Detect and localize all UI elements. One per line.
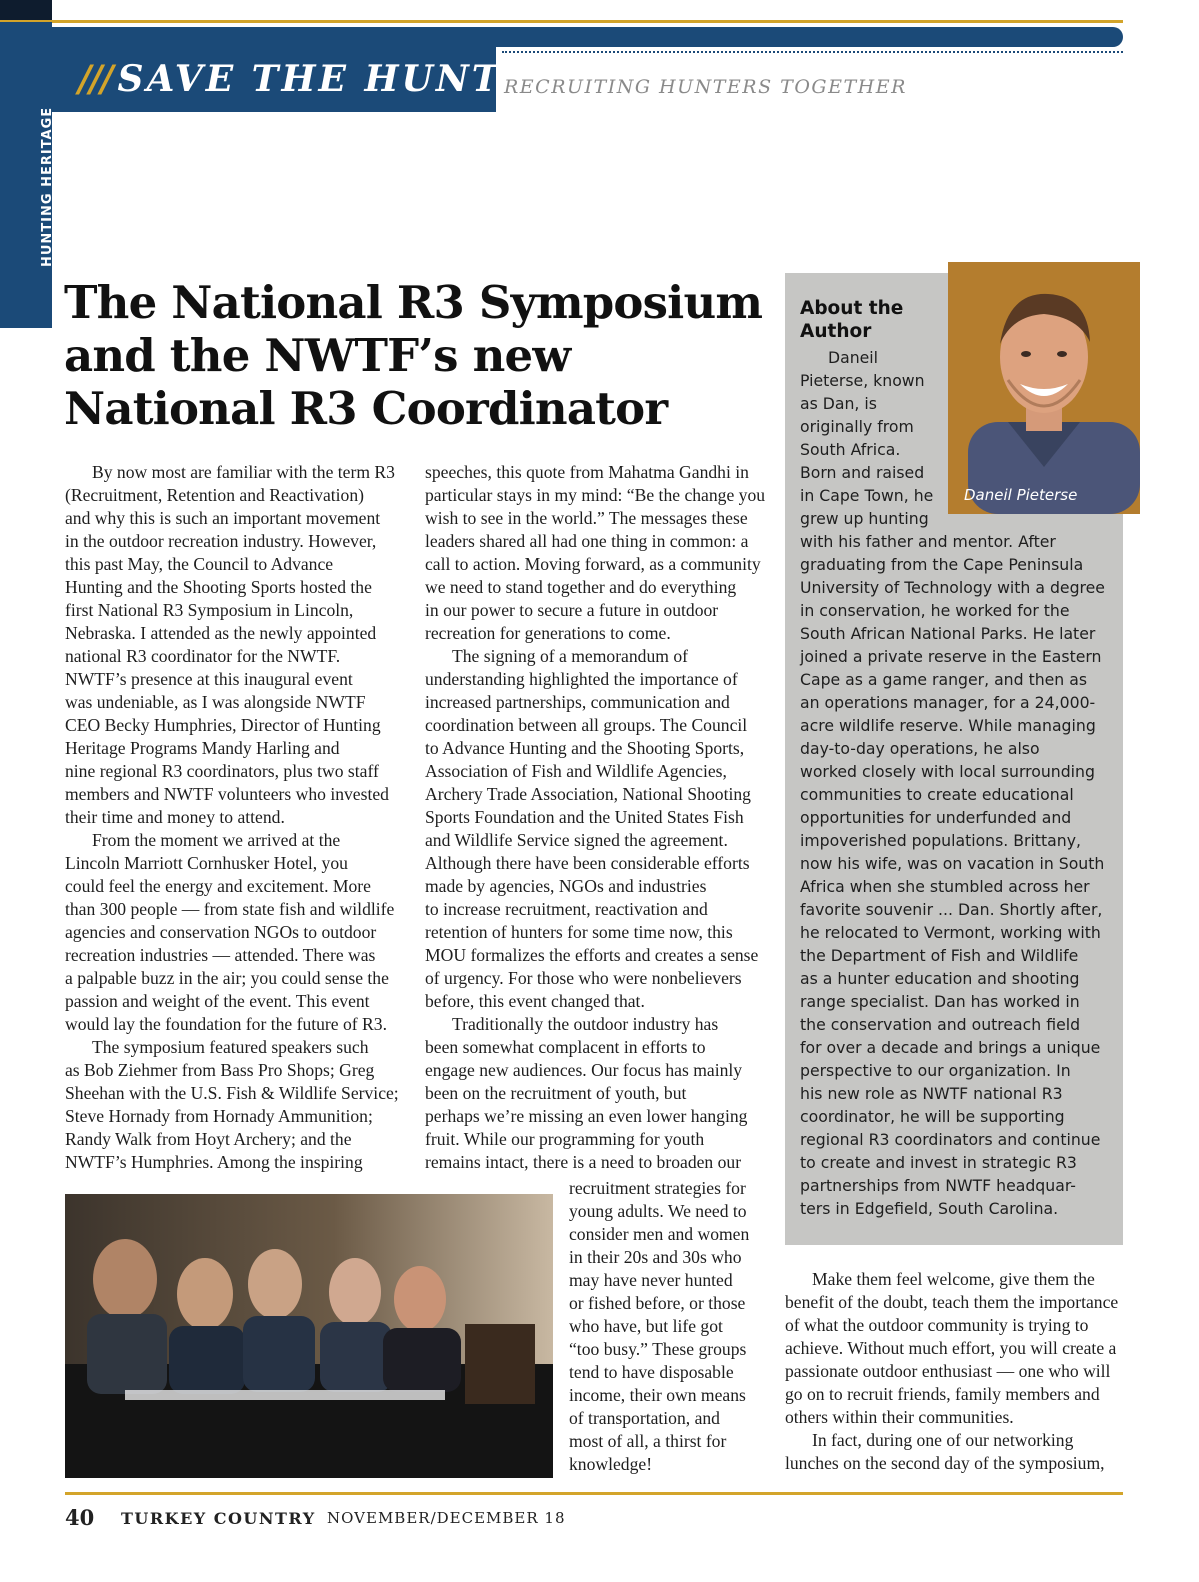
bio-line: in conservation, he worked for the	[800, 601, 1070, 620]
bio-line: as a hunter education and shooting	[800, 969, 1080, 988]
body-line: young adults. We need to	[569, 1201, 747, 1221]
section-tagline: RECRUITING HUNTERS TOGETHER	[504, 76, 907, 98]
bio-line: opportunities for underfunded and	[800, 808, 1072, 827]
bio-line: day-to-day operations, he also	[800, 739, 1040, 758]
bio-line: he relocated to Vermont, working with	[800, 923, 1101, 942]
bio-line: the Department of Fish and Wildlife	[800, 946, 1079, 965]
body-line: in the outdoor recreation industry. However,	[65, 531, 377, 551]
bio-line: an operations manager, for a 24,000-	[800, 693, 1096, 712]
body-line: remains intact, there is a need to broaden our	[425, 1152, 742, 1172]
bio-line: grew up hunting	[800, 509, 929, 528]
body-line: Steve Hornady from Hornady Ammunition;	[65, 1106, 373, 1126]
body-line: been somewhat complacent in efforts to	[425, 1037, 706, 1057]
body-line: achieve. Without much effort, you will create a	[785, 1338, 1117, 1358]
magazine-name: TURKEY COUNTRY	[121, 1509, 316, 1528]
bio-line: Africa when she stumbled across her	[800, 877, 1090, 896]
bio-line: Born and raised	[800, 463, 925, 482]
bio-line: Cape as a game ranger, and then as	[800, 670, 1088, 689]
body-line: engage new audiences. Our focus has mainly	[425, 1060, 743, 1080]
body-line: Sports Foundation and the United States Fish	[425, 807, 744, 827]
bio-line: South African National Parks. He later	[800, 624, 1096, 643]
body-line: From the moment we arrived at the	[92, 830, 341, 850]
bio-line: ters in Edgefield, South Carolina.	[800, 1199, 1059, 1218]
body-line: particular stays in my mind: “Be the change you	[425, 485, 766, 505]
body-line: before, this event changed that.	[425, 991, 645, 1011]
body-line: than 300 people — from state fish and wildlife	[65, 899, 395, 919]
author-bio	[800, 346, 1105, 1220]
body-line: in their 20s and 30s who	[569, 1247, 742, 1267]
author-heading	[800, 297, 903, 343]
body-line: perhaps we’re missing an even lower hanging	[425, 1106, 748, 1126]
body-line: Make them feel welcome, give them the	[812, 1269, 1095, 1289]
header-gold-rule	[0, 20, 496, 23]
body-line: Sheehan with the U.S. Fish & Wildlife Service;	[65, 1083, 399, 1103]
article-column-2-continued	[569, 1177, 765, 1476]
body-line: (Recruitment, Retention and Reactivation)	[65, 485, 364, 505]
bio-line: communities to create educational	[800, 785, 1074, 804]
header-blue-band	[0, 27, 496, 47]
body-line: wish to see in the world.” The messages these	[425, 508, 748, 528]
author-photo-caption: Daneil Pieterse	[964, 486, 1078, 504]
section-title-text: SAVE THE HUNT	[117, 58, 502, 100]
body-line: and why this is such an important movement	[65, 508, 381, 528]
bio-line: graduating from the Cape Peninsula	[800, 555, 1084, 574]
header-gold-rule-right	[496, 20, 1123, 23]
body-line: understanding highlighted the importance of	[425, 669, 738, 689]
event-photo-image	[65, 1194, 553, 1478]
footer-gold-rule	[65, 1492, 1123, 1495]
body-line: fruit. While our programming for youth	[425, 1129, 705, 1149]
body-line: In fact, during one of our networking	[812, 1430, 1074, 1450]
body-line: Archery Trade Association, National Shooting	[425, 784, 751, 804]
body-line: coordination between all groups. The Council	[425, 715, 748, 735]
body-line: would lay the foundation for the future of R3.	[65, 1014, 387, 1034]
body-line: as Bob Ziehmer from Bass Pro Shops; Greg	[65, 1060, 375, 1080]
bio-line: University of Technology with a degree	[800, 578, 1105, 597]
bio-line: South Africa.	[800, 440, 901, 459]
author-heading-line: Author	[800, 321, 872, 342]
body-line: of urgency. For those who were nonbelievers	[425, 968, 742, 988]
body-line: most of all, a thirst for	[569, 1431, 727, 1451]
body-line: Traditionally the outdoor industry has	[452, 1014, 719, 1034]
bio-line: coordinator, he will be supporting	[800, 1107, 1065, 1126]
body-line: Although there have been considerable efforts	[425, 853, 750, 873]
body-line: NWTF’s Humphries. Among the inspiring	[65, 1152, 363, 1172]
bio-line: now his wife, was on vacation in South	[800, 854, 1105, 873]
bio-line: Daneil	[828, 348, 879, 367]
body-line: passionate outdoor enthusiast — one who will	[785, 1361, 1111, 1381]
body-line: made by agencies, NGOs and industries	[425, 876, 707, 896]
header-blue-band-right	[496, 27, 1123, 47]
body-line: and Wildlife Service signed the agreement.	[425, 830, 728, 850]
body-line: we need to stand together and do everything	[425, 577, 737, 597]
bio-line: impoverished populations. Brittany,	[800, 831, 1081, 850]
body-line: increased partnerships, communication and	[425, 692, 730, 712]
body-line: “too busy.” These groups	[569, 1339, 747, 1359]
bio-line: as Dan, is	[800, 394, 877, 413]
body-line: The symposium featured speakers such	[92, 1037, 369, 1057]
body-line: Randy Walk from Hoyt Archery; and the	[65, 1129, 352, 1149]
bio-line: joined a private reserve in the Eastern	[800, 647, 1102, 666]
body-line: By now most are familiar with the term R3	[92, 462, 395, 482]
body-line: agencies and conservation NGOs to outdoor	[65, 922, 377, 942]
headline-line: National R3 Coordinator	[64, 382, 668, 435]
body-line: The signing of a memorandum of	[452, 646, 688, 666]
body-line: first National R3 Symposium in Lincoln,	[65, 600, 354, 620]
body-line: leaders shared all had one thing in common: a	[425, 531, 749, 551]
body-line: their time and money to attend.	[65, 807, 285, 827]
body-line: or fished before, or those	[569, 1293, 746, 1313]
bio-line: favorite souvenir ... Dan. Shortly after,	[800, 900, 1103, 919]
body-line: Hunting and the Shooting Sports hosted the	[65, 577, 372, 597]
body-line: Nebraska. I attended as the newly appointed	[65, 623, 377, 643]
bio-line: with his father and mentor. After	[800, 532, 1056, 551]
bio-line: in Cape Town, he	[800, 486, 934, 505]
bio-line: to create and invest in strategic R3	[800, 1153, 1077, 1172]
author-heading-line: About the	[800, 298, 904, 319]
bio-line: the conservation and outreach field	[800, 1015, 1081, 1034]
body-line: benefit of the doubt, teach them the importance	[785, 1292, 1119, 1312]
side-tab-label: HUNTING HERITAGE	[40, 106, 55, 267]
article-headline	[64, 276, 764, 435]
body-line: in our power to secure a future in outdoor	[425, 600, 719, 620]
body-line: recreation industries — attended. There was	[65, 945, 376, 965]
body-line: may have never hunted	[569, 1270, 733, 1290]
bio-line: range specialist. Dan has worked in	[800, 992, 1080, 1011]
body-line: lunches on the second day of the symposium,	[785, 1453, 1105, 1473]
body-line: recruitment strategies for	[569, 1178, 746, 1198]
header-dotted-rule	[502, 51, 1123, 53]
body-line: Heritage Programs Mandy Harling and	[65, 738, 340, 758]
body-line: national R3 coordinator for the NWTF.	[65, 646, 341, 666]
body-line: to Advance Hunting and the Shooting Sports,	[425, 738, 745, 758]
body-line: of transportation, and	[569, 1408, 720, 1428]
body-line: to increase recruitment, reactivation and	[425, 899, 708, 919]
bio-line: his new role as NWTF national R3	[800, 1084, 1063, 1103]
article-column-3	[785, 1268, 1125, 1475]
section-title	[78, 58, 502, 100]
body-line: call to action. Moving forward, as a community	[425, 554, 761, 574]
article-column-2	[425, 461, 765, 1174]
body-line: this past May, the Council to Advance	[65, 554, 334, 574]
body-line: CEO Becky Humphries, Director of Hunting	[65, 715, 381, 735]
bio-line: perspective to our organization. In	[800, 1061, 1071, 1080]
article-column-1	[65, 461, 405, 1174]
body-line: knowledge!	[569, 1454, 653, 1474]
body-line: was undeniable, as I was alongside NWTF	[65, 692, 366, 712]
body-line: retention of hunters for some time now, this	[425, 922, 733, 942]
issue-date: NOVEMBER/DECEMBER 18	[327, 1509, 566, 1527]
body-line: nine regional R3 coordinators, plus two staff	[65, 761, 379, 781]
bio-line: originally from	[800, 417, 914, 436]
bio-line: partnerships from NWTF headquar-	[800, 1176, 1076, 1195]
bio-line: worked closely with local surrounding	[800, 762, 1095, 781]
body-line: others within their communities.	[785, 1407, 1014, 1427]
body-line: who have, but life got	[569, 1316, 723, 1336]
body-line: income, their own means	[569, 1385, 746, 1405]
body-line: passion and weight of the event. This event	[65, 991, 370, 1011]
body-line: NWTF’s presence at this inaugural event	[65, 669, 353, 689]
body-line: tend to have disposable	[569, 1362, 734, 1382]
body-line: members and NWTF volunteers who invested	[65, 784, 389, 804]
body-line: speeches, this quote from Mahatma Gandhi in	[425, 462, 749, 482]
body-line: of what the outdoor community is trying to	[785, 1315, 1089, 1335]
body-line: consider men and women	[569, 1224, 750, 1244]
header-corner-block	[0, 0, 52, 22]
page-number: 40	[65, 1505, 95, 1530]
body-line: Association of Fish and Wildlife Agencies,	[425, 761, 727, 781]
headline-line: and the NWTF’s new	[64, 329, 571, 382]
body-line: Lincoln Marriott Cornhusker Hotel, you	[65, 853, 348, 873]
bio-line: acre wildlife reserve. While managing	[800, 716, 1096, 735]
bio-line: regional R3 coordinators and continue	[800, 1130, 1101, 1149]
body-line: go on to recruit friends, family members and	[785, 1384, 1100, 1404]
body-line: could feel the energy and excitement. More	[65, 876, 371, 896]
headline-line: The National R3 Symposium	[64, 276, 763, 329]
bio-line: for over a decade and brings a unique	[800, 1038, 1101, 1057]
body-line: been on the recruitment of youth, but	[425, 1083, 687, 1103]
body-line: a palpable buzz in the air; you could sense the	[65, 968, 389, 988]
bio-line: Pieterse, known	[800, 371, 925, 390]
body-line: MOU formalizes the efforts and creates a sense	[425, 945, 759, 965]
body-line: recreation for generations to come.	[425, 623, 671, 643]
event-photo	[65, 1194, 553, 1478]
title-slashes: ///	[78, 58, 112, 100]
